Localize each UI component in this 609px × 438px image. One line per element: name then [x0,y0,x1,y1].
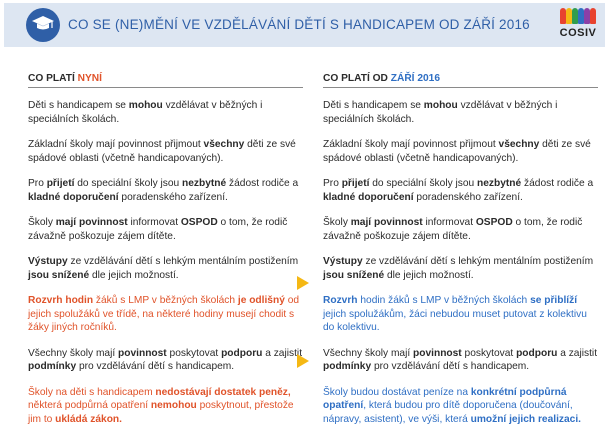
rule-special-admission: Pro přijetí do speciální školy jsou nezbytné žádost rodiče a kladné doporučení poradenského zařízení. [323,178,594,203]
rule-admission-duty: Základní školy mají povinnost přijmout všechny děti ze své spádové oblasti (včetně handicapovaných). [28,139,296,164]
current-rules-column [28,72,303,438]
cosiv-logo [556,8,600,44]
rule-schedule: Rozvrh hodin žáků s LMP v běžných školách je odlišný od jejich spolužáků ve třídě, na některé hodiny musejí chodit s žáky jiných ročníků. [28,295,300,333]
rule-special-admission: Pro přijetí do speciální školy jsou nezbytné žádost rodiče a kladné doporučení poradenského zařízení. [28,178,299,203]
rule-admission-duty: Základní školy mají povinnost přijmout všechny děti ze své spádové oblasti (včetně handicapovaných). [323,139,591,164]
current-rules-heading: CO PLATÍ NYNÍ [28,72,303,88]
rule-mixed-schools: Děti s handicapem se mohou vzdělávat v běžných i speciálních školách. [28,100,263,125]
new-rules-column [323,72,598,438]
rule-support: Všechny školy mají povinnost poskytovat podporu a zajistit podmínky pro vzdělávání dětí s handicapem. [323,347,598,372]
header-banner [4,3,605,47]
rule-funding: Školy budou dostávat peníze na konkrétní podpůrná opatření, která budou pro dítě doporučena (doučování, nápravy, asistent), ve výši, která umožní jejich realizaci. [323,386,581,425]
rule-mixed-schools: Děti s handicapem se mohou vzdělávat v běžných i speciálních školách. [323,100,558,125]
rule-outcomes: Výstupy ze vzdělávání dětí s lehkým mentálním postižením jsou snížené dle jejich možností. [323,256,594,281]
graduation-cap-icon [26,8,60,42]
rule-schedule: Rozvrh hodin žáků s LMP v běžných školách se přiblíží jejich spolužákům, žáci nebudou muset putovat z kolektivu do kolektivu. [323,295,587,333]
rule-support: Všechny školy mají povinnost poskytovat podporu a zajistit podmínky pro vzdělávání dětí s handicapem. [28,347,303,372]
change-arrow-icon [297,354,309,368]
rule-outcomes: Výstupy ze vzdělávání dětí s lehkým mentálním postižením jsou snížené dle jejich možností. [28,256,299,281]
new-rules-heading: CO PLATÍ OD ZÁŘÍ 2016 [323,72,598,88]
page-title: CO SE (NE)MĚNÍ VE VZDĚLÁVÁNÍ DĚTÍ S HANDICAPEM OD ZÁŘÍ 2016 [68,17,530,32]
rule-ospod: Školy mají povinnost informovat OSPOD o tom, že rodič závažně poškozuje zájem dítěte. [323,217,583,242]
logo-people-icon [556,8,600,26]
change-arrow-icon [297,276,309,290]
rule-ospod: Školy mají povinnost informovat OSPOD o tom, že rodič závažně poškozuje zájem dítěte. [28,217,288,242]
rule-funding: Školy na děti s handicapem nedostávají dostatek peněz, některá podpůrná opatření nemohou poskytnout, přestože jim to ukládá zákon. [28,386,294,425]
logo-text: COSIV [559,27,597,39]
